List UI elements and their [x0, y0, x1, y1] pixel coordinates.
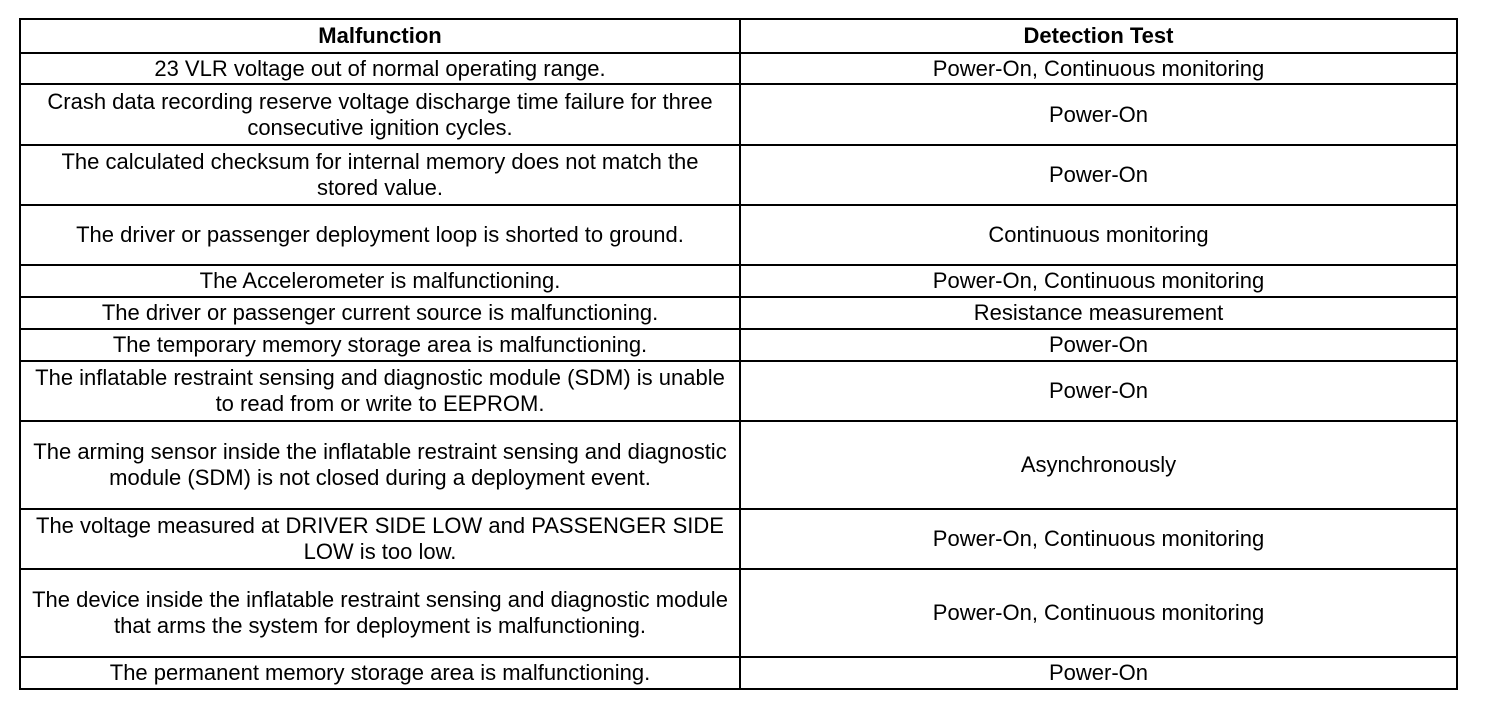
- malfunction-table-container: [19, 18, 1456, 690]
- table-row: [20, 657, 1457, 689]
- table-row: [20, 265, 1457, 297]
- table-row: [20, 145, 1457, 205]
- table-header-row: [20, 19, 1457, 53]
- detection-test-cell: Power-On: [740, 361, 1457, 421]
- malfunction-cell: The inflatable restraint sensing and diagnostic module (SDM) is unable to read from or write to EEPROM.: [20, 361, 740, 421]
- malfunction-cell: 23 VLR voltage out of normal operating range.: [20, 53, 740, 84]
- table-row: [20, 421, 1457, 509]
- table-row: [20, 53, 1457, 84]
- detection-test-cell: Asynchronously: [740, 421, 1457, 509]
- detection-test-cell: Power-On, Continuous monitoring: [740, 53, 1457, 84]
- table-row: [20, 509, 1457, 569]
- table-row: [20, 84, 1457, 145]
- malfunction-cell: Crash data recording reserve voltage discharge time failure for three consecutive ignition cycles.: [20, 84, 740, 145]
- detection-test-cell: Power-On, Continuous monitoring: [740, 569, 1457, 657]
- header-malfunction: Malfunction: [20, 19, 740, 53]
- malfunction-cell: The permanent memory storage area is malfunctioning.: [20, 657, 740, 689]
- detection-test-cell: Resistance measurement: [740, 297, 1457, 329]
- table-row: [20, 569, 1457, 657]
- malfunction-cell: The voltage measured at DRIVER SIDE LOW and PASSENGER SIDE LOW is too low.: [20, 509, 740, 569]
- detection-test-cell: Power-On, Continuous monitoring: [740, 265, 1457, 297]
- malfunction-cell: The temporary memory storage area is malfunctioning.: [20, 329, 740, 361]
- header-detection-test: Detection Test: [740, 19, 1457, 53]
- detection-test-cell: Continuous monitoring: [740, 205, 1457, 265]
- malfunction-cell: The driver or passenger deployment loop is shorted to ground.: [20, 205, 740, 265]
- malfunction-cell: The Accelerometer is malfunctioning.: [20, 265, 740, 297]
- table-row: [20, 329, 1457, 361]
- malfunction-cell: The calculated checksum for internal memory does not match the stored value.: [20, 145, 740, 205]
- detection-test-cell: Power-On, Continuous monitoring: [740, 509, 1457, 569]
- detection-test-cell: Power-On: [740, 145, 1457, 205]
- table-row: [20, 205, 1457, 265]
- detection-test-cell: Power-On: [740, 329, 1457, 361]
- detection-test-cell: Power-On: [740, 84, 1457, 145]
- table-row: [20, 297, 1457, 329]
- malfunction-cell: The arming sensor inside the inflatable restraint sensing and diagnostic module (SDM) is not closed during a deployment event.: [20, 421, 740, 509]
- malfunction-detection-table: [19, 18, 1458, 690]
- detection-test-cell: Power-On: [740, 657, 1457, 689]
- table-row: [20, 361, 1457, 421]
- malfunction-cell: The driver or passenger current source is malfunctioning.: [20, 297, 740, 329]
- malfunction-cell: The device inside the inflatable restraint sensing and diagnostic module that arms the system for deployment is malfunctioning.: [20, 569, 740, 657]
